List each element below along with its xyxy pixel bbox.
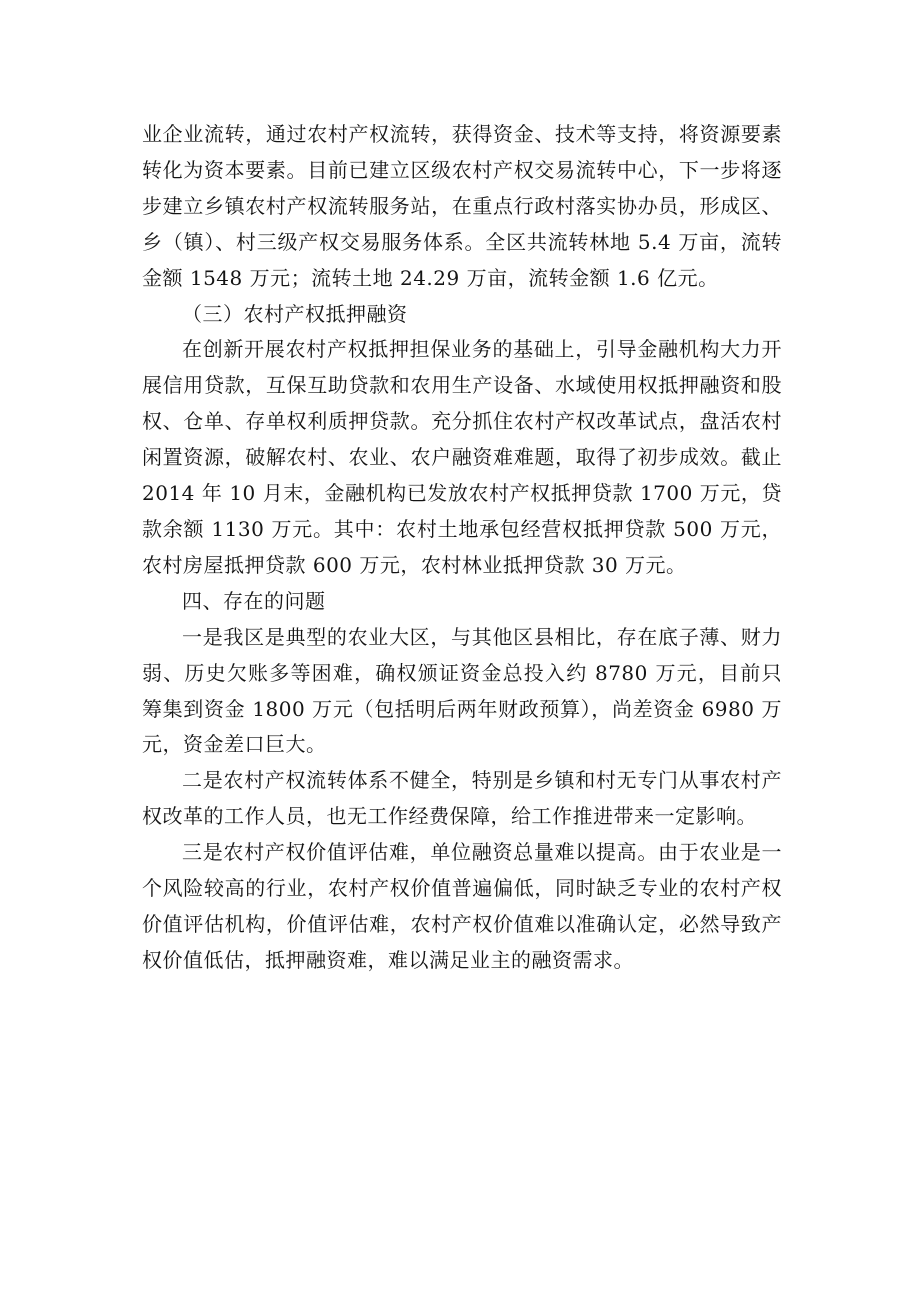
paragraph-problem-one: 一是我区是典型的农业大区，与其他区县相比，存在底子薄、财力弱、历史欠账多等困难，确权颁证资金总投入约 8780 万元，目前只筹集到资金 1800 万元（包括明后两年财政预算），尚差资金 6980 万元，资金差口巨大。 [142,624,782,757]
paragraph-property-transfer: 业企业流转，通过农村产权流转，获得资金、技术等支持，将资源要素转化为资本要素。目前已建立区级农村产权交易流转中心，下一步将逐步建立乡镇农村产权流转服务站，在重点行政村落实协办员，形成区、乡（镇）、村三级产权交易服务体系。全区共流转林地 5.4 万亩，流转金额 1548 万元；流转土地 24.29 万亩，流转金额 1.6 亿元。 [142,122,782,290]
section-heading-problems: 四、存在的问题 [182,588,326,613]
paragraph-problem-three: 三是农村产权价值评估难，单位融资总量难以提高。由于农业是一个风险较高的行业，农村产权价值普遍偏低，同时缺乏专业的农村产权价值评估机构，价值评估难，农村产权价值难以准确认定，必然导致产权价值低估，抵押融资难，难以满足业主的融资需求。 [142,840,782,972]
document-body [142,117,782,979]
paragraph-mortgage-financing: 在创新开展农村产权抵押担保业务的基础上，引导金融机构大力开展信用贷款，互保互助贷款和农用生产设备、水域使用权抵押融资和股权、仓单、存单权利质押贷款。充分抓住农村产权改革试点，盘活农村闲置资源，破解农村、农业、农户融资难难题，取得了初步成效。截止 2014 年 10 月末，金融机构已发放农村产权抵押贷款 1700 万元，贷款余额 1130 万元。其中：农村土地承包经营权抵押贷款 500 万元，农村房屋抵押贷款 600 万元，农村林业抵押贷款 30 万元。 [142,337,782,577]
paragraph-problem-two: 二是农村产权流转体系不健全，特别是乡镇和村无专门从事农村产权改革的工作人员，也无工作经费保障，给工作推进带来一定影响。 [142,768,782,829]
section-heading-mortgage-financing: （三）农村产权抵押融资 [182,301,408,326]
